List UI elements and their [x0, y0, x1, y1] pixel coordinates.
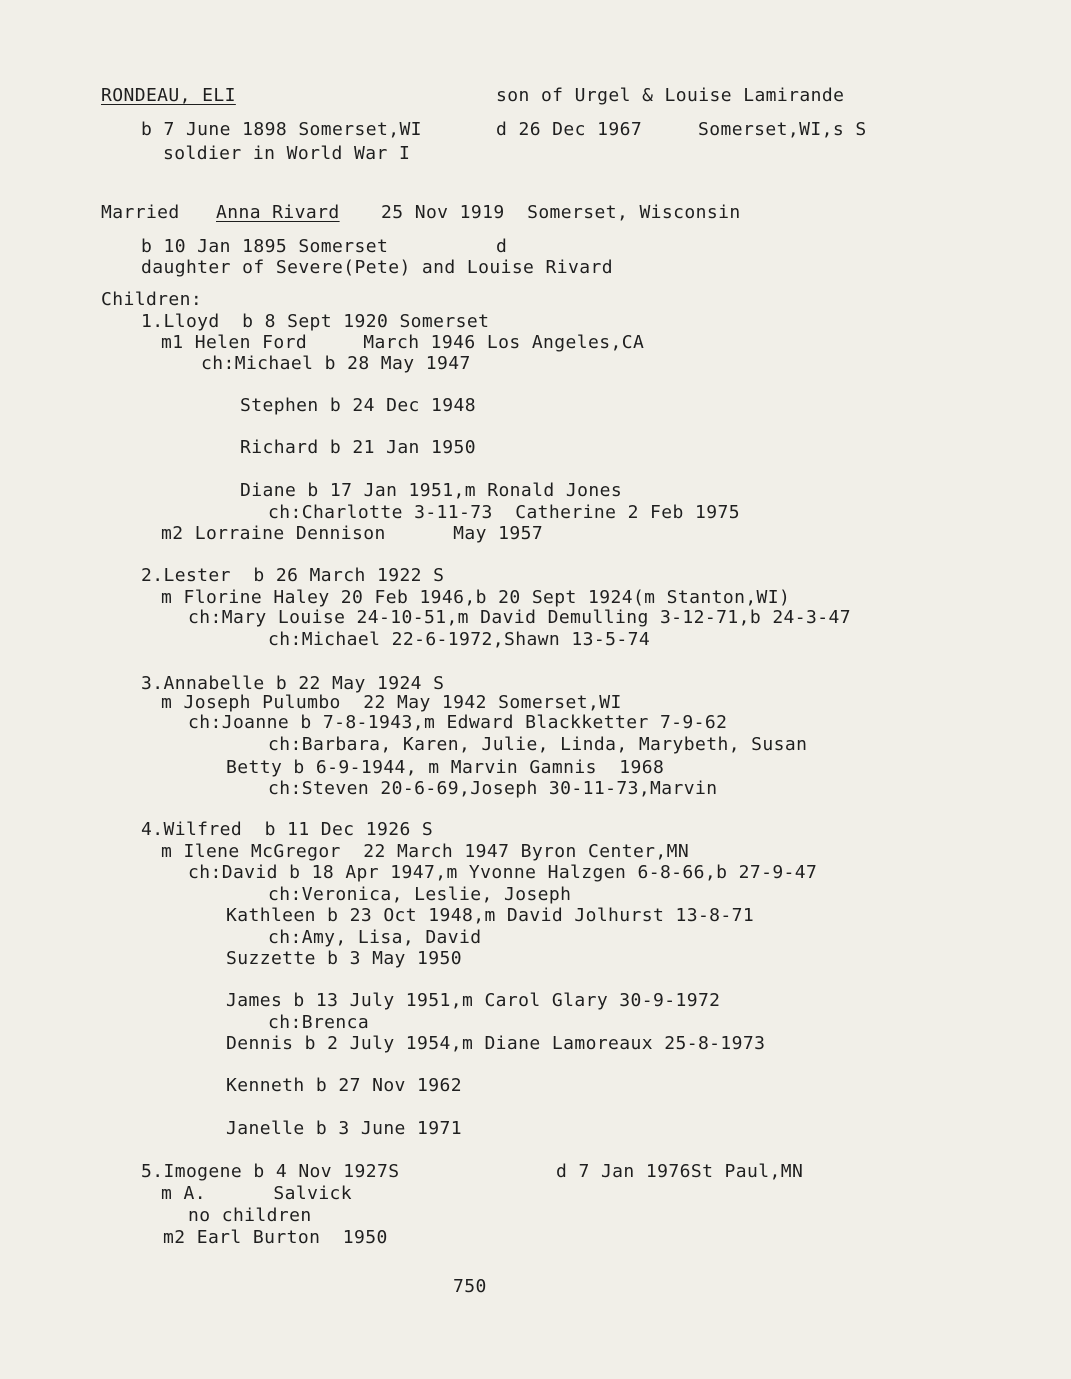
- spouse-death: d: [496, 236, 508, 257]
- spouse-parents: daughter of Severe(Pete) and Louise Rivard: [141, 257, 613, 278]
- child-line: ch:Steven 20-6-69,Joseph 30-11-73,Marvin: [268, 778, 718, 799]
- child-line: 1.Lloyd b 8 Sept 1920 Somerset: [141, 311, 490, 332]
- child-line: Stephen b 24 Dec 1948: [240, 395, 476, 416]
- subject-note: soldier in World War I: [163, 143, 411, 164]
- subject-death: d 26 Dec 1967: [496, 119, 643, 140]
- child-line: 2.Lester b 26 March 1922 S: [141, 565, 445, 586]
- page-number: 750: [453, 1276, 487, 1297]
- child-line: Kathleen b 23 Oct 1948,m David Jolhurst 13-8-71: [226, 905, 755, 926]
- child-line: 4.Wilfred b 11 Dec 1926 S: [141, 819, 434, 840]
- subject-parents: son of Urgel & Louise Lamirande: [496, 85, 845, 106]
- subject-death-place: Somerset,WI,s S: [698, 119, 867, 140]
- child-line: Richard b 21 Jan 1950: [240, 437, 476, 458]
- child-line: m Florine Haley 20 Feb 1946,b 20 Sept 1924(m Stanton,WI): [161, 587, 791, 608]
- child-line: ch:Michael 22-6-1972,Shawn 13-5-74: [268, 629, 651, 650]
- children-label: Children:: [101, 289, 203, 310]
- child-line: m1 Helen Ford March 1946 Los Angeles,CA: [161, 332, 645, 353]
- child-line: no children: [188, 1205, 312, 1226]
- child-line: Suzzette b 3 May 1950: [226, 948, 462, 969]
- child-line: ch:Charlotte 3-11-73 Catherine 2 Feb 1975: [268, 502, 740, 523]
- child-line: Kenneth b 27 Nov 1962: [226, 1075, 462, 1096]
- child-line: Janelle b 3 June 1971: [226, 1118, 462, 1139]
- subject-name: RONDEAU, ELI: [101, 85, 236, 106]
- child-line: m Ilene McGregor 22 March 1947 Byron Center,MN: [161, 841, 690, 862]
- child-line: ch:Amy, Lisa, David: [268, 927, 482, 948]
- child-line: m2 Earl Burton 1950: [163, 1227, 388, 1248]
- child-line: m2 Lorraine Dennison May 1957: [161, 523, 544, 544]
- child-death: d 7 Jan 1976St Paul,MN: [556, 1161, 804, 1182]
- marriage-date-place: 25 Nov 1919 Somerset, Wisconsin: [381, 202, 741, 223]
- child-line: ch:Veronica, Leslie, Joseph: [268, 884, 572, 905]
- spouse-birth: b 10 Jan 1895 Somerset: [141, 236, 389, 257]
- child-line: 3.Annabelle b 22 May 1924 S: [141, 673, 445, 694]
- subject-birth: b 7 June 1898 Somerset,WI: [141, 119, 422, 140]
- married-label: Married: [101, 202, 180, 223]
- child-line: Diane b 17 Jan 1951,m Ronald Jones: [240, 480, 623, 501]
- child-line: ch:Mary Louise 24-10-51,m David Demulling 3-12-71,b 24-3-47: [188, 607, 851, 628]
- child-line: ch:Michael b 28 May 1947: [201, 353, 471, 374]
- child-line: ch:Brenca: [268, 1012, 370, 1033]
- child-line: 5.Imogene b 4 Nov 1927S: [141, 1161, 400, 1182]
- child-line: ch:David b 18 Apr 1947,m Yvonne Halzgen 6-8-66,b 27-9-47: [188, 862, 818, 883]
- child-line: Dennis b 2 July 1954,m Diane Lamoreaux 25-8-1973: [226, 1033, 766, 1054]
- spouse-name: Anna Rivard: [216, 202, 340, 223]
- child-line: m A. Salvick: [161, 1183, 353, 1204]
- child-line: James b 13 July 1951,m Carol Glary 30-9-1972: [226, 990, 721, 1011]
- child-line: ch:Barbara, Karen, Julie, Linda, Marybeth, Susan: [268, 734, 808, 755]
- child-line: m Joseph Pulumbo 22 May 1942 Somerset,WI: [161, 692, 622, 713]
- child-line: ch:Joanne b 7-8-1943,m Edward Blackketter 7-9-62: [188, 712, 728, 733]
- child-line: Betty b 6-9-1944, m Marvin Gamnis 1968: [226, 757, 665, 778]
